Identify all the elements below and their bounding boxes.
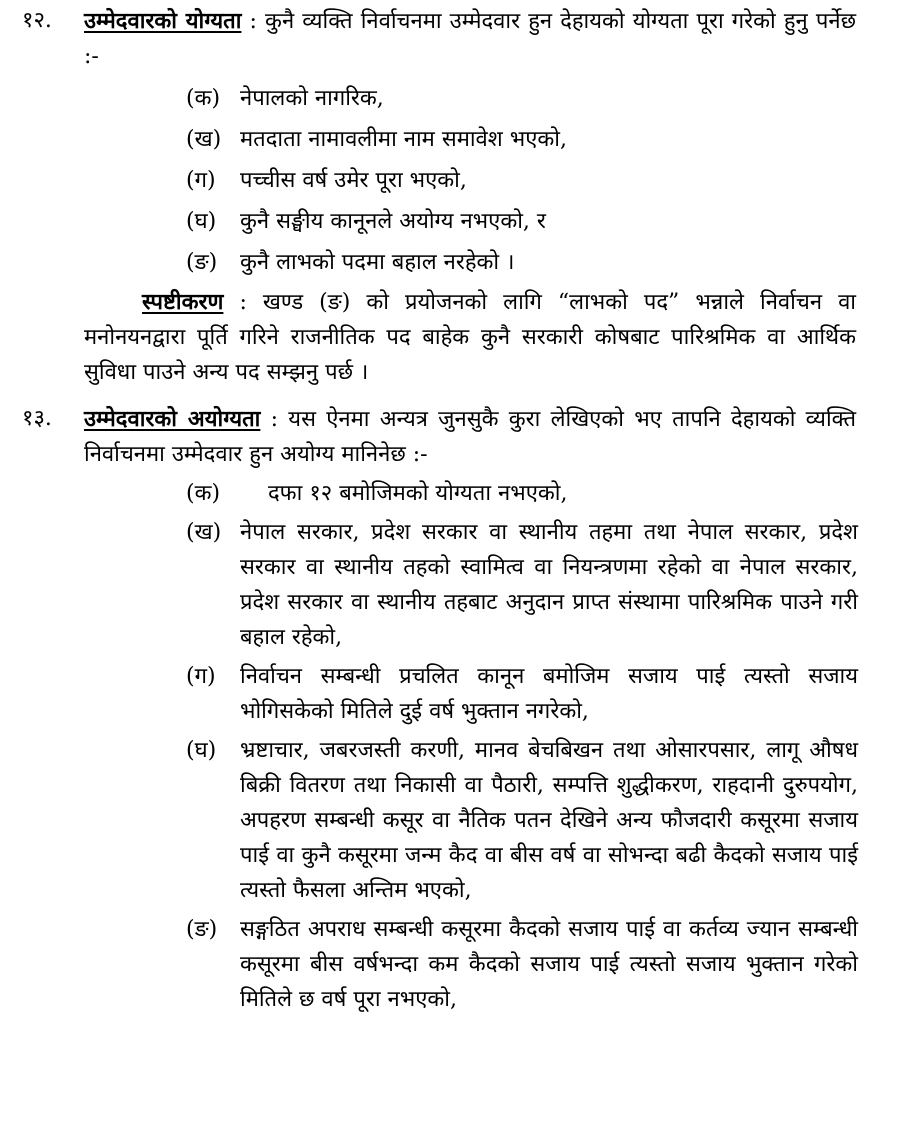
clause-kha — [186, 119, 858, 160]
section-intro-text: : कुनै व्यक्ति निर्वाचनमा उम्मेदवार हुन देहायको योग्यता पूरा गरेको हुनु पर्नेछ :- — [84, 9, 856, 69]
clause-label: (घ) — [186, 209, 217, 234]
clause-nga — [186, 242, 858, 283]
explanation — [84, 285, 856, 390]
section-12 — [0, 4, 900, 390]
section-intro — [84, 4, 856, 74]
explanation-text: : खण्ड (ङ) को प्रयोजनको लागि “लाभको पद” भन्नाले निर्वाचन वा मनोनयनद्वारा पूर्ति गरिने राजनीतिक पद बाहेक कुनै सरकारी कोषबाट पारिश्रमिक वा आर्थिक सुविधा पाउने अन्य पद सम्झनु पर्छ । — [84, 290, 856, 385]
section-13 — [0, 402, 900, 1021]
clause-label: (घ) — [186, 738, 217, 763]
clause-gha — [186, 733, 858, 908]
clause-ga — [186, 659, 858, 729]
clause-text: दफा १२ बमोजिमको योग्यता नभएको, — [268, 481, 568, 506]
clause-list — [0, 78, 900, 283]
clause-text: कुनै सङ्घीय कानूनले अयोग्य नभएको, र — [240, 209, 546, 234]
clause-text: नेपालको नागरिक, — [240, 86, 384, 111]
clause-label: (ग) — [186, 168, 216, 193]
clause-label: (ङ) — [186, 250, 218, 275]
clause-text: भ्रष्टाचार, जबरजस्ती करणी, मानव बेचबिखन तथा ओसारपसार, लागू औषध बिक्री वितरण तथा निकासी वा पैठारी, सम्पत्ति शुद्धीकरण, राहदानी दुरुपयोग, अपहरण सम्बन्धी कसूर वा नैतिक पतन देखिने अन्य फौजदारी कसूरमा सजाय पाई वा कुनै कसूरमा जन्म कैद वा बीस वर्ष वा सोभन्दा बढी कैदको सजाय पाई त्यस्तो फैसला अन्तिम भएको, — [240, 738, 858, 903]
section-number: १२. — [22, 8, 52, 33]
section-intro — [84, 402, 856, 472]
clause-text: सङ्गठित अपराध सम्बन्धी कसूरमा कैदको सजाय पाई वा कर्तव्य ज्यान सम्बन्धी कसूरमा बीस वर्षभन्दा कम कैदको सजाय पाई त्यस्तो सजाय भुक्तान गरेको मितिले छ वर्ष पूरा नभएको, — [240, 917, 858, 1012]
clause-kha — [186, 515, 858, 655]
section-intro-text: : यस ऐनमा अन्यत्र जुनसुकै कुरा लेखिएको भए तापनि देहायको व्यक्ति निर्वाचनमा उम्मेदवार हुन अयोग्य मानिनेछ :- — [84, 407, 856, 467]
clause-text: कुनै लाभको पदमा बहाल नरहेको । — [240, 250, 515, 275]
clause-label: (क) — [186, 481, 221, 506]
section-number: १३. — [22, 406, 52, 431]
clause-label: (ङ) — [186, 917, 218, 942]
clause-text: निर्वाचन सम्बन्धी प्रचलित कानून बमोजिम सजाय पाई त्यस्तो सजाय भोगिसकेको मितिले दुई वर्ष भुक्तान नगरेको, — [240, 664, 858, 724]
clause-ga — [186, 160, 858, 201]
clause-text: नेपाल सरकार, प्रदेश सरकार वा स्थानीय तहमा तथा नेपाल सरकार, प्रदेश सरकार वा स्थानीय तहको स्वामित्व वा नियन्त्रणमा रहेको वा नेपाल सरकार, प्रदेश सरकार वा स्थानीय तहबाट अनुदान प्राप्त संस्थामा पारिश्रमिक पाउने गरी बहाल रहेको, — [240, 520, 858, 650]
section-heading: उम्मेदवारको अयोग्यता — [84, 406, 261, 432]
explanation-heading: स्पष्टीकरण — [142, 289, 224, 315]
clause-label: (ग) — [186, 664, 216, 689]
clause-list — [0, 476, 900, 1017]
clause-ka — [186, 476, 858, 511]
section-heading: उम्मेदवारको योग्यता — [84, 8, 242, 34]
clause-gha — [186, 201, 858, 242]
clause-label: (ख) — [186, 520, 222, 545]
clause-nga — [186, 912, 858, 1017]
clause-ka — [186, 78, 858, 119]
clause-text: मतदाता नामावलीमा नाम समावेश भएको, — [240, 127, 567, 152]
clause-label: (ख) — [186, 127, 222, 152]
clause-label: (क) — [186, 86, 221, 111]
clause-text: पच्चीस वर्ष उमेर पूरा भएको, — [240, 168, 467, 193]
